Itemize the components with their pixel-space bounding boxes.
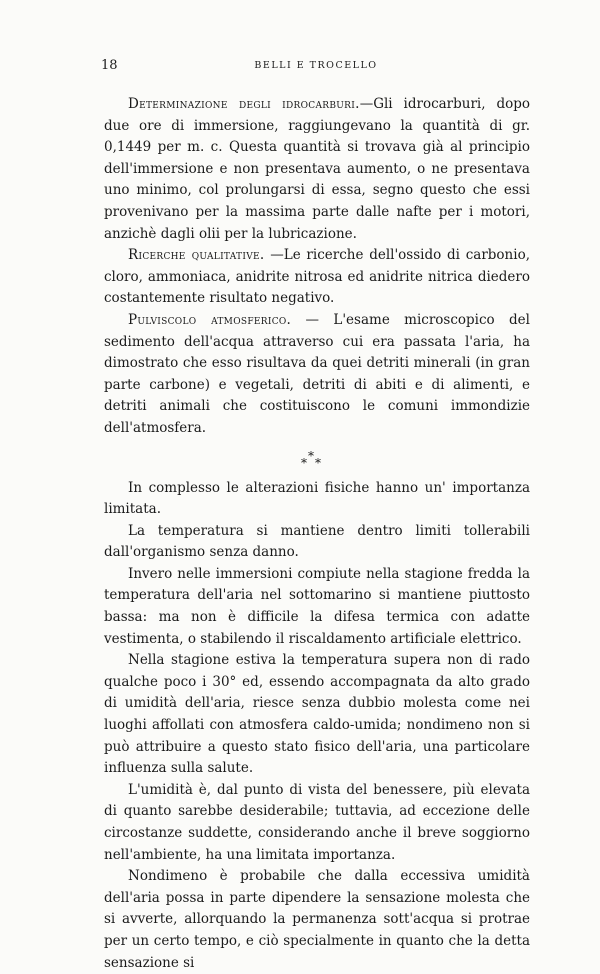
page-header <box>101 58 531 78</box>
paragraph-stagione-fredda: Invero nelle immersioni compiute nella stagione fredda la temperatura dell'aria nel sottomarino si mantiene piuttosto bassa: ma non è difficile la difesa termica con adatte vestimenta, o stabilendo il riscaldamento artificiale elettrico. <box>104 565 530 647</box>
asterism-star: * <box>308 448 314 463</box>
paragraph-text: —Gli idrocarburi, dopo due ore di immersione, raggiungevano la quantità di gr. 0,1449 per m. c. Questa quantità si trovava già al principio dell'immersione e non presentava aumento, o ne presentava uno minimo, col prolungarsi di essa, segno questo che essi provenivano per la massima parte dalle nafte per i motori, anzichè dagli olii per la lubricazione. <box>104 96 530 242</box>
paragraph-idrocarburi <box>104 94 530 245</box>
page-number: 18 <box>101 58 118 73</box>
paragraph-text: — L'esame microscopico del sedimento dell'acqua attraverso cui era passata l'aria, ha dimostrato che esso risultava da quei detriti minerali (in gran parte carbone) e vegetali, detriti di abiti e di alimenti, e detriti animali che costituiscono le comuni immondizie dell'atmosfera. <box>104 311 530 436</box>
paragraph-ricerche-qualitative <box>104 245 530 310</box>
paragraph-temperatura: La temperatura si mantiene dentro limiti tollerabili dall'organismo senza danno. <box>104 522 530 561</box>
paragraph-complesso: In complesso le alterazioni fisiche hanno un' importanza limitata. <box>104 479 530 518</box>
running-head: BELLI E TROCELLO <box>254 60 378 71</box>
body-text <box>104 94 530 974</box>
section-heading-ricerche: Ricerche qualitative. <box>128 247 265 264</box>
asterism-star: * <box>315 455 321 470</box>
section-heading-idrocarburi: Determinazione degli idrocarburi. <box>128 96 360 112</box>
paragraph-text: —Le ricerche dell'ossido di carbonio, cloro, ammoniaca, anidrite nitrosa ed anidrite nitrica diedero costantemente risultato negativo. <box>104 247 530 307</box>
paragraph-stagione-estiva: Nella stagione estiva la temperatura supera non di rado qualche poco i 30° ed, essendo accompagnata da alto grado di umidità dell'aria, riesce senza dubbio molesta come nei luoghi affollati con atmosfera caldo-umida; nondimeno non si può attribuire a questo stato fisico dell'aria, una particolare influenza sulla salute. <box>104 652 530 777</box>
paragraph-sensazione-molesta: Nondimeno è probabile che dalla eccessiva umidità dell'aria possa in parte dipendere la sensazione molesta che si avverte, allorquando la permanenza sott'acqua si protrae per un certo tempo, e ciò specialmente in quanto che la detta sensazione si <box>104 868 530 971</box>
paragraph-pulviscolo <box>104 310 530 440</box>
asterism-star: * <box>301 455 307 470</box>
section-heading-pulviscolo: Pulviscolo atmosferico. <box>128 311 292 328</box>
asterism-separator <box>104 440 530 478</box>
paragraph-umidita: L'umidità è, dal punto di vista del benessere, più elevata di quanto sarebbe desiderabile; tuttavia, ad eccezione delle circostanze suddette, considerando anche il breve soggiorno nell'ambiente, ha una limitata importanza. <box>104 781 530 863</box>
